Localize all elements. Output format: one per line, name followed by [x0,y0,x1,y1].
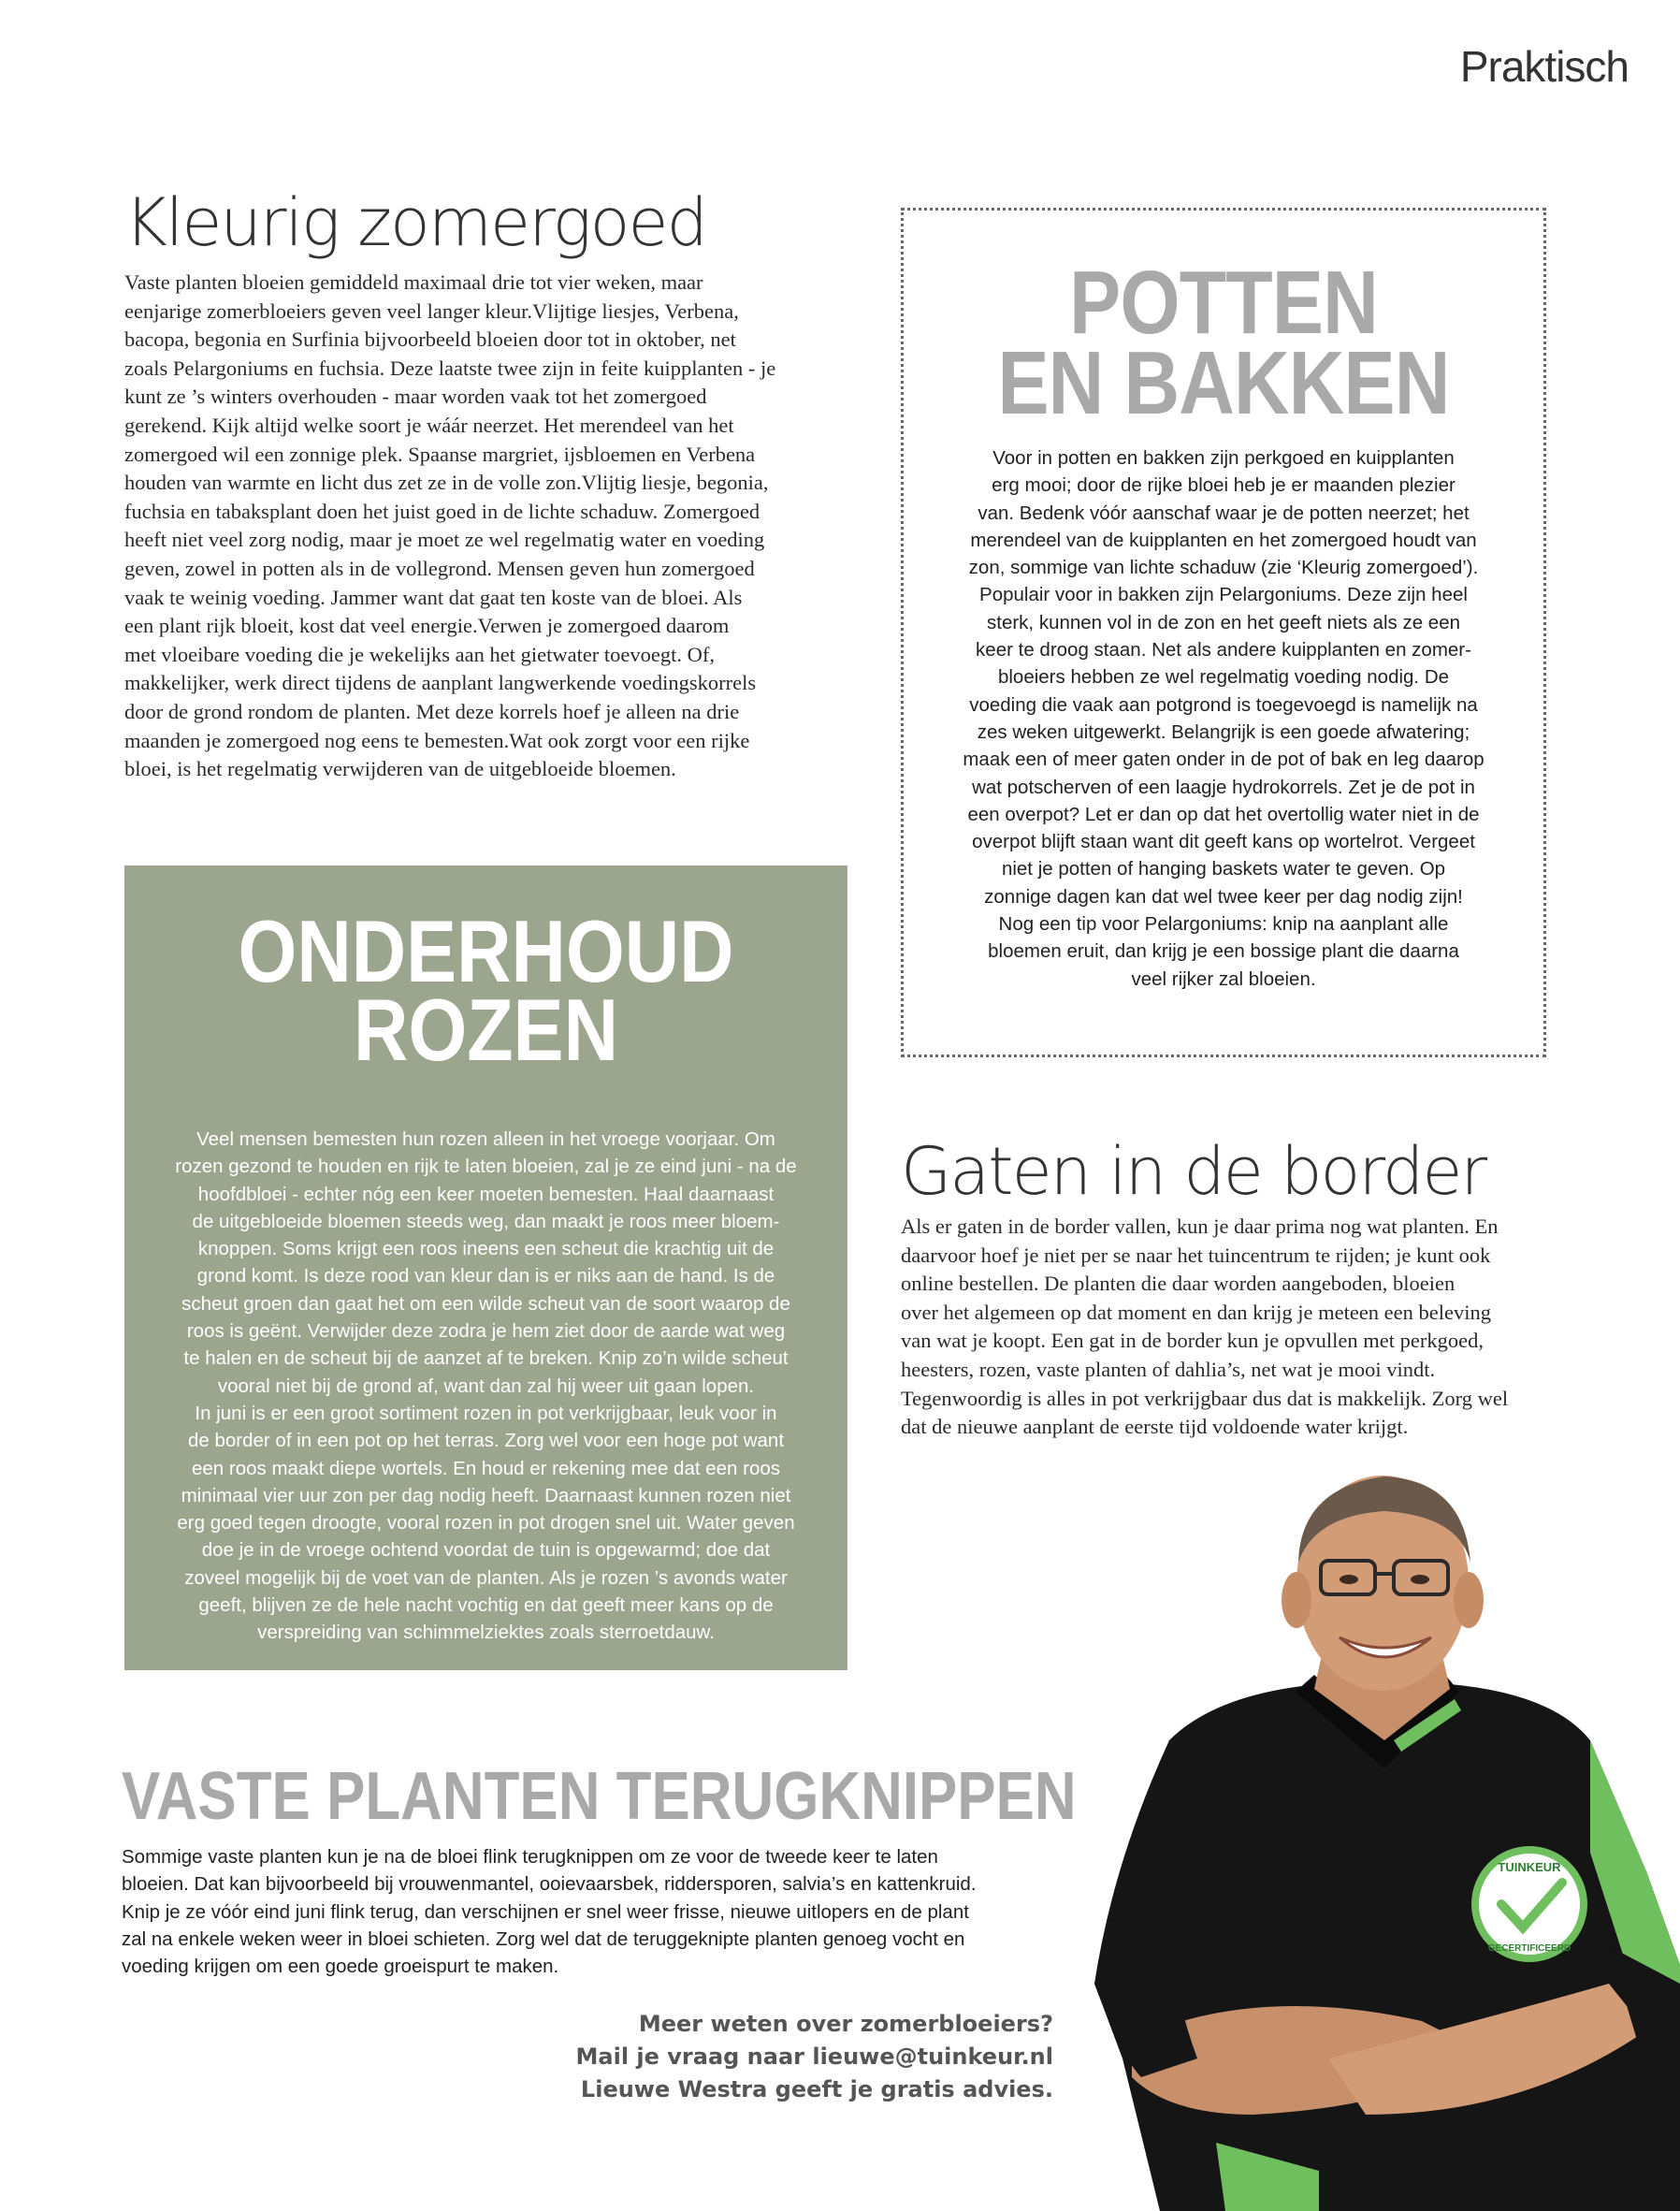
eye [1411,1575,1429,1584]
body-line: over het algemeen op dat moment en dan krijg je meteen een beleving [901,1300,1492,1324]
body-line: gerekend. Kijk altijd welke soort je wáár neerzet. Het merendeel van het [124,413,734,437]
onderhoud-title [175,902,797,1079]
body-line: zoveel mogelijk bij de voet van de planten. Als je rozen ’s avonds water [184,1566,788,1589]
body-line: hoofdbloei - echter nóg een keer moeten bemesten. Haal daarnaast [197,1183,775,1205]
body-line: wat potscherven of een laagje hydrokorrels. Zet je de pot in [972,776,1475,798]
body-line: geven, zowel in potten als in de vollegrond. Mensen geven hun zomergoed [124,556,755,580]
body-line: zes weken uitgewerkt. Belangrijk is een goede afwatering; [977,720,1470,743]
body-line: Nog een tip voor Pelargoniums: knip na aanplant alle [998,913,1449,936]
article-vaste-planten [122,1759,1077,1980]
body-line: dat de nieuwe aanplant de eerste tijd voldoende water krijgt. [901,1415,1409,1439]
body-line: kunt ze ’s winters overhouden - maar worden vaak tot het zomergoed [124,385,707,409]
body-line: erg mooi; door de rijke bloei heb je er maanden plezier [992,474,1456,497]
body-line: Populair voor in bakken zijn Pelargoniums. Deze zijn heel [979,584,1468,606]
body-line: minimaal vier uur zon per dag nodig heeft. Daarnaast kunnen rozen niet [181,1484,791,1506]
box-potten-en-bakken [901,208,1546,1057]
body-line: veel rijker zal bloeien. [1131,967,1316,990]
expert-photo [1085,1460,1680,2211]
body-line: In juni is er een groot sortiment rozen in pot verkrijgbaar, leuk voor in [195,1402,777,1424]
body-line: bloemen eruit, dan krijg je een bossige plant die daarna [988,940,1459,963]
article-kleurig-zomergoed [124,182,803,784]
body-line: merendeel van de kuipplanten en het zomergoed houdt van [970,529,1477,551]
body-line: vooral niet bij de grond af, want dan zal hij weer uit gaan lopen. [217,1375,755,1397]
ear [1282,1572,1311,1628]
body-line: Tegenwoordig is alles in pot verkrijgbaar dus dat is makkelijk. Zorg wel [901,1386,1509,1410]
body-line: keer te droog staan. Net als andere kuipplanten en zomer- [976,639,1471,662]
contact-callout [576,2008,1053,2106]
body-line: bloei, is het regelmatig verwijderen van de uitgebloeide bloemen. [124,757,676,781]
vaste-body [122,1843,1020,1980]
body-line: fuchsia en tabaksplant doen het juist goed in de lichte schaduw. Zomergoed [124,499,760,523]
body-line: Sommige vaste planten kun je na de bloei flink terugknippen om ze voor de tweede keer te laten [122,1846,938,1868]
potten-title [949,253,1499,433]
body-line: een roos maakt diepe wortels. En houd er rekening mee dat een roos [191,1457,781,1479]
kleurig-title: Kleurig zomergoed [124,184,706,261]
body-line: Voor in potten en bakken zijn perkgoed en kuipplanten [992,447,1455,469]
onderhoud-body [156,1126,816,1647]
body-line: door de grond rondom de planten. Met deze korrels hoef je alleen na drie [124,699,740,723]
kleurig-body [124,269,803,784]
potten-body [932,444,1515,993]
eye [1340,1575,1358,1584]
body-line: Veel mensen bemesten hun rozen alleen in het vroege voorjaar. Om [196,1128,775,1150]
body-line: van wat je koopt. Een gat in de border kun je opvullen met perkgoed, [901,1329,1484,1353]
body-line: overpot blijft staan want dit geeft kans op wortelrot. Vergeet [972,831,1475,853]
body-line: van. Bedenk vóór aanschaf waar je de potten neerzet; het [978,502,1470,524]
body-line: heesters, rozen, vaste planten of dahlia’s, net wat je mooi vindt. [901,1357,1436,1381]
body-line: bloeiers hebben ze wel regelmatig voeding nodig. De [997,666,1450,689]
body-line: voeding die vaak aan potgrond is toegevoegd is namelijk na [969,693,1478,716]
potten-title-line: EN BAKKEN [997,333,1450,433]
body-line: niet je potten of hanging baskets water te geven. Op [1001,858,1446,880]
gaten-title: Gaten in de border [901,1133,1486,1210]
body-line: zonnige dagen kan dat wel twee keer per dag nodig zijn! [984,885,1463,908]
body-line: Vaste planten bloeien gemiddeld maximaal drie tot vier weken, maar [124,270,703,294]
body-line: maanden je zomergoed nog eens te bemesten.Wat ook zorgt voor een rijke [124,728,750,752]
body-line: verspreiding van schimmelziektes zoals sterroetdauw. [257,1622,715,1644]
body-line: een plant rijk bloeit, kost dat veel energie.Verwen je zomergoed daarom [124,614,730,638]
body-line: met vloeibare voeding die je wekelijks aan het gietwater toevoegt. Of, [124,642,716,666]
section-label: Praktisch [1459,42,1629,91]
body-line: zomergoed wil een zonnige plek. Spaanse margriet, ijsbloemen en Verbena [124,442,756,466]
article-gaten-in-de-border [901,1134,1546,1442]
ear [1454,1572,1484,1628]
body-line: vaak te weinig voeding. Jammer want dat gaat ten koste van de bloei. Als [124,585,743,609]
body-line: te halen en de scheut bij de aanzet af te breken. Knip zo’n wilde scheut [183,1347,789,1370]
contact-line: Meer weten over zomerbloeiers? [638,2011,1053,2037]
badge-text: GECERTIFICEERD [1487,1943,1571,1954]
body-line: geeft, blijven ze de hele nacht vochtig en dat geeft meer kans op de [198,1594,774,1617]
body-line: voeding krijgen om een goede groeispurt te maken. [122,1956,559,1978]
box-onderhoud-rozen [124,865,847,1670]
body-line: grond komt. Is deze rood van kleur dan is er niks aan de hand. Is de [196,1265,775,1287]
body-line: daarvoor hoef je niet per se naar het tuincentrum te rijden; je kunt ook [901,1243,1491,1267]
body-line: heeft niet veel zorg nodig, maar je moet ze wel regelmatig water en voeding [124,528,765,552]
body-line: bloeien. Dat kan bijvoorbeeld bij vrouwenmantel, ooievaarsbek, riddersporen, salvia’s en kattenkruid. [122,1873,977,1896]
gaten-body [901,1213,1546,1442]
body-line: online bestellen. De planten die daar worden aangeboden, bloeien [901,1272,1456,1296]
potten-title-line: POTTEN [1069,253,1378,353]
body-line: de border of in een pot op het terras. Zorg wel voor een hoge pot want [187,1430,785,1452]
body-line: zon, sommige van lichte schaduw (zie ‘Kleurig zomergoed’). [968,557,1479,579]
body-line: rozen gezond te houden en rijk te laten bloeien, zal je ze eind juni - na de [175,1156,797,1178]
body-line: eenjarige zomerbloeiers geven veel langer kleur.Vlijtige liesjes, Verbena, [124,298,739,323]
body-line: houden van warmte en licht dus zet ze in de volle zon.Vlijtig liesje, begonia, [124,471,769,495]
body-line: zoals Pelargoniums en fuchsia. Deze laatste twee zijn in feite kuipplanten - je [124,356,776,380]
body-line: doe je in de vroege ochtend voordat de tuin is opgewarmd; doe dat [201,1539,771,1562]
contact-email-line[interactable]: Mail je vraag naar lieuwe@tuinkeur.nl [575,2044,1053,2070]
body-line: bacopa, begonia en Surfinia bijvoorbeeld bloeien door tot in oktober, net [124,327,736,352]
body-line: erg goed tegen droogte, vooral rozen in pot drogen snel uit. Water geven [177,1512,795,1535]
onderhoud-title-line: ONDERHOUD [238,902,734,1000]
body-line: een overpot? Let er dan op dat het overtollig water niet in de [967,803,1480,825]
badge-text: TUINKEUR [1498,1860,1561,1874]
body-line: Als er gaten in de border vallen, kun je daar prima nog wat planten. En [901,1215,1499,1238]
body-line: maak een of meer gaten onder in de pot of bak en leg daarop [963,749,1484,771]
body-line: de uitgebloeide bloemen steeds weg, dan maakt je roos meer bloem- [192,1210,780,1232]
body-line: knoppen. Soms krijgt een roos ineens een scheut die krachtig uit de [197,1238,775,1260]
body-line: scheut groen dan gaat het om een wilde scheut van de soort waarop de [181,1292,790,1315]
body-line: Knip je ze vóór eind juni flink terug, dan verschijnen er snel weer frisse, nieuwe uitlopers en de plant [122,1900,969,1923]
vaste-title: VASTE PLANTEN TERUGKNIPPEN [122,1759,1077,1834]
onderhoud-title-line: ROZEN [354,981,618,1079]
body-line: sterk, kunnen vol in de zon en het geeft niets als ze een [987,611,1460,633]
body-line: roos is geënt. Verwijder deze zodra je hem ziet door de aarde wat weg [186,1320,786,1343]
contact-line: Lieuwe Westra geeft je gratis advies. [580,2076,1053,2102]
body-line: zal na enkele weken weer in bloei schieten. Zorg wel dat de teruggeknipte planten genoeg vocht en [122,1927,965,1950]
body-line: makkelijker, werk direct tijdens de aanplant langwerkende voedingskorrels [124,671,757,695]
